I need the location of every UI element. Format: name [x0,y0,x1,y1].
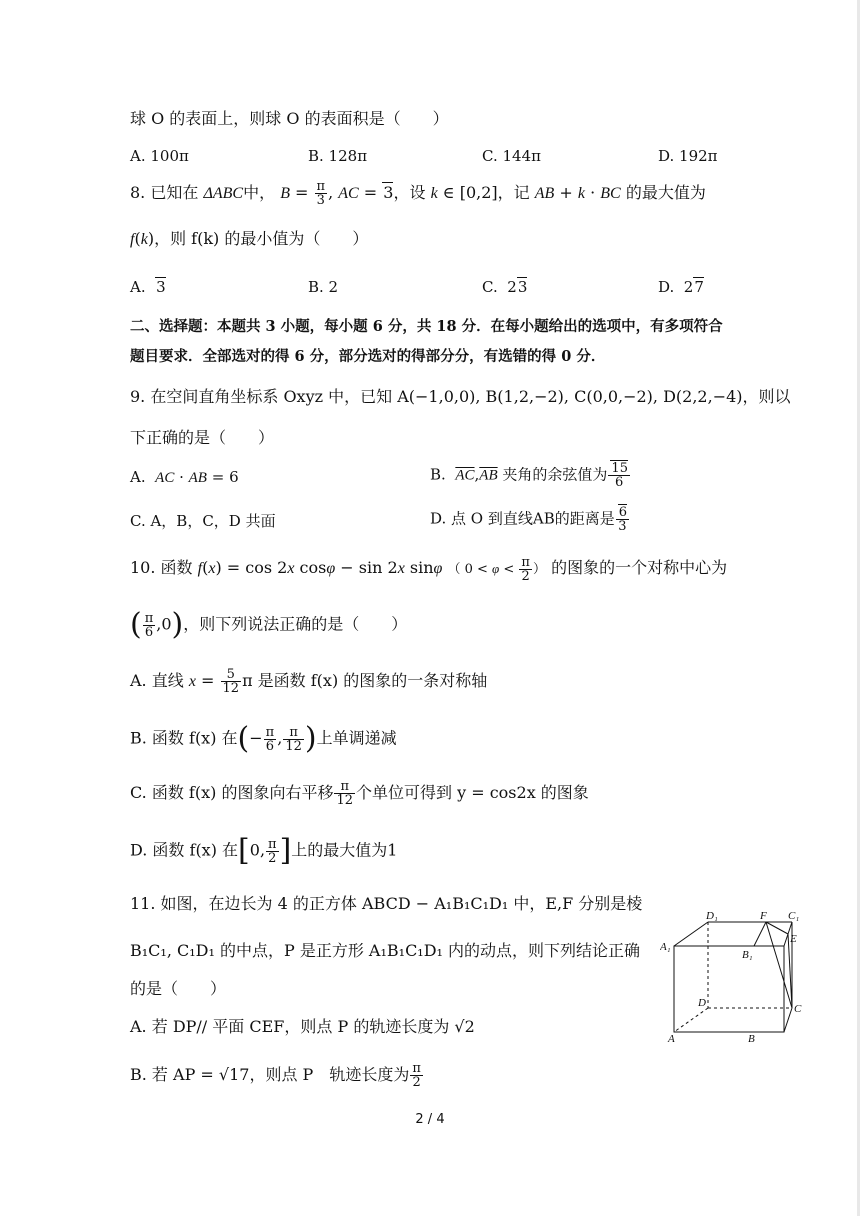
q7-option-c: C. 144π [482,147,541,165]
q8-option-c: C. 23 [482,278,528,296]
q8-option-d: D. 27 [658,278,704,296]
label-d1: D₁ [706,910,718,922]
q8-option-a: A. 3 [130,278,166,296]
page-number: 2 / 4 [415,1112,445,1127]
q10-option-c: C. 函数 f(x) 的图象向右平移 $\frac{\pi}{12}$ 个单位可得到 y = cos2x 的图象 [130,779,589,808]
q9-line1: 9. 在空间直角坐标系 Oxyz 中，已知 A(−1,0,0), B(1,2,−2), C(0,0,−2), D(2,2,−4)，则以 [130,387,791,406]
q9-option-c: C. A，B，C，D 共面 [130,512,276,530]
q11-line2: B₁C₁, C₁D₁ 的中点，P 是正方形 A₁B₁C₁D₁ 内的动点，则下列结论正确 [130,941,641,960]
q11-option-a: A. 若 DP// 平面 CEF，则点 P 的轨迹长度为 √2 [130,1017,475,1036]
q8-text-line2: ，则 f(k) 的最小值为（ ） [154,229,369,248]
q9-option-a: A. AC · AB = 6 [130,468,239,486]
section2-line1: 二、选择题：本题共 3 小题，每小题 6 分，共 18 分．在每小题给出的选项中，有多项符合 [130,318,723,335]
q7-option-b: B. 128π [308,147,368,165]
q10-line1: 10. 函数 f(x) = cos 2x cosφ − sin 2x sinφ （ 0 < φ < $\frac{\pi}{2}$ ） 的图象的一个对称中心为 [130,555,728,584]
q7-option-a: A. 100π [130,147,189,165]
section2-line2: 题目要求．全部选对的得 6 分，部分选对的得部分分，有选错的得 0 分． [130,348,606,365]
q10-option-b: B. 函数 f(x) 在(− $\frac{\pi}{6}$ , $\frac{\pi}{12}$ )上单调递减 [130,721,397,756]
label-e: E [790,933,797,945]
q8-number: 8. [130,183,146,202]
cube-figure [660,908,810,1046]
label-a: A [668,1033,675,1045]
label-d: D [698,997,706,1009]
label-a1: A₁ [660,941,671,953]
q11-option-b: B. 若 AP = √17，则点 P 轨迹长度为 $\frac{\pi}{2}$ [130,1061,421,1090]
q8-text-b: 中， [243,183,276,202]
q11-line3: 的是（ ） [130,979,227,998]
q8-text-d: ，记 [497,183,530,202]
q10-option-a: A. 直线 x = $\frac{5}{12}$ π 是函数 f(x) 的图象的一条对称轴 [130,667,488,696]
q7-tail: 球 O 的表面上，则球 O 的表面积是（ ） [130,109,449,128]
q8-triangle: ΔABC [203,185,244,202]
label-f: F [760,910,767,922]
q11-line1: 11. 如图，在边长为 4 的正方体 ABCD − A₁B₁C₁D₁ 中，E,F 分别是棱 [130,894,643,913]
q8-text-c: ，设 [393,183,426,202]
label-b1: B₁ [742,949,753,961]
q7-option-d: D. 192π [658,147,718,165]
q10-line2: ( $\frac{\pi}{6}$ ,0)，则下列说法正确的是（ ） [130,607,408,642]
q9-line2: 下正确的是（ ） [130,428,275,447]
q8-text-a: 已知在 [150,183,199,202]
q8-line1: 8. 已知在 ΔABC中， B = $\frac{\pi}{3}$ , AC = 3，设 k ∈ [0,2]，记 AB + k · BC 的最大值为 [130,179,706,208]
q9-option-b: B. $\overline{AC},\overline{AB}$ 夹角的余弦值为 $\frac{15}{6}$ [430,461,628,490]
label-b: B [748,1033,755,1045]
q8-line2: f(k)，则 f(k) 的最小值为（ ） [130,229,369,248]
q9-option-d: D. 点 O 到直线AB的距离是 $\frac{6}{3}$ [430,505,627,534]
q10-option-d: D. 函数 f(x) 在[0, $\frac{\pi}{2}$ ]上的最大值为1 [130,833,398,868]
q8-option-b: B. 2 [308,278,339,296]
q8-pi-over-3: $\frac{\pi}{3}$ [316,179,326,208]
label-c1: C₁ [788,910,800,922]
q8-text-e: 的最大值为 [625,183,706,202]
label-c: C [794,1003,802,1015]
